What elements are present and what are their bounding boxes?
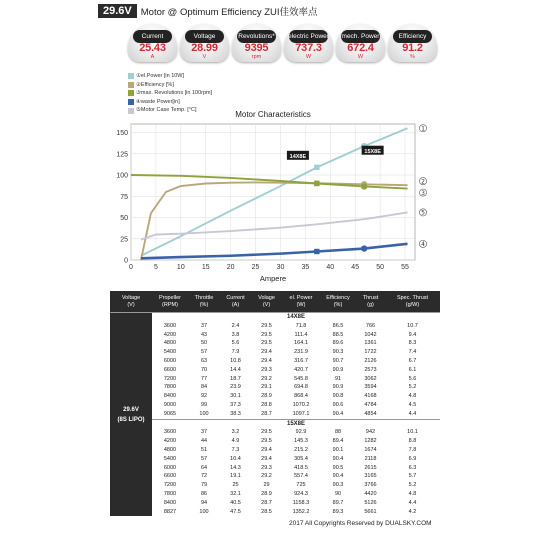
- gauge-value: 9395: [244, 42, 269, 54]
- table-cell: 9.4: [408, 331, 417, 338]
- table-cell: 29.5: [261, 429, 272, 436]
- table-cell: 1070.2: [292, 401, 310, 408]
- table-row: [110, 383, 440, 392]
- table-cell: 5.7: [408, 473, 417, 480]
- x-tick-label: 10: [176, 264, 185, 271]
- table-cell: 7.3: [231, 446, 240, 453]
- gauge-unit: W: [305, 54, 312, 60]
- table-cell: 4200: [163, 438, 177, 445]
- table-cell: 88.5: [332, 331, 344, 338]
- table-cell: 50: [200, 340, 208, 347]
- table-cell: 694.8: [294, 384, 308, 391]
- motor-characteristics-chart: [98, 106, 438, 289]
- table-row: [110, 339, 440, 348]
- table-cell: 3.2: [231, 429, 240, 436]
- copyright-text: 2017 All Copyrights Reserved by DUALSKY.COM: [289, 520, 432, 527]
- table-cell: 924.3: [294, 490, 308, 497]
- x-tick-label: 25: [251, 264, 260, 271]
- table-cell: 4800: [163, 340, 177, 347]
- table-cell: 5400: [163, 349, 177, 356]
- table-cell: 29.3: [261, 464, 272, 471]
- chart-title: Motor Characteristics: [235, 110, 311, 119]
- column-header: Thrust (g): [356, 291, 385, 313]
- table-cell: 8827: [163, 508, 177, 515]
- table-cell: 77: [200, 375, 208, 382]
- table-cell: 72: [200, 473, 208, 480]
- gauge-label: Voltage: [185, 30, 224, 43]
- table-cell: 18.7: [230, 375, 241, 382]
- table-row: [110, 357, 440, 366]
- table-cell: 111.4: [294, 331, 308, 338]
- table-cell: 3062: [364, 375, 377, 382]
- table-cell: 44: [200, 438, 208, 445]
- table-cell: 2573: [364, 366, 377, 373]
- data-marker-14x8e: [314, 165, 319, 170]
- column-header: Voltage (V): [110, 291, 152, 313]
- table-cell: 14.4: [230, 366, 241, 373]
- table-cell: 90.9: [332, 384, 344, 391]
- table-cell: 231.9: [294, 349, 308, 356]
- series-end-label: 2: [421, 178, 425, 186]
- gauge-label: Current: [133, 30, 172, 43]
- table-cell: 100: [199, 508, 209, 515]
- table-cell: 4.2: [408, 508, 417, 515]
- table-row: [110, 437, 440, 446]
- table-row: [110, 322, 440, 331]
- table-cell: 6600: [163, 366, 177, 373]
- gauge-unit: V: [202, 54, 207, 60]
- gauge-revolutions: [232, 24, 281, 62]
- data-marker-14x8e: [314, 249, 319, 254]
- table-cell: 51: [200, 446, 208, 453]
- table-cell: 14.3: [230, 464, 241, 471]
- table-cell: 7200: [163, 375, 177, 382]
- table-cell: 92: [200, 393, 208, 400]
- table-cell: 90.4: [332, 410, 344, 417]
- gauge-label: Efficiency: [393, 30, 432, 43]
- table-cell: 4420: [364, 490, 377, 497]
- table-cell: 90.8: [332, 393, 344, 400]
- table-cell: 29.4: [261, 349, 272, 356]
- table-header-row: [110, 291, 440, 313]
- table-cell: 5.6: [408, 375, 417, 382]
- table-cell: 7200: [163, 482, 177, 489]
- table-cell: 90.5: [332, 464, 344, 471]
- table-cell: 90: [334, 490, 342, 497]
- table-cell: 5126: [364, 499, 377, 506]
- table-cell: 89.7: [332, 499, 344, 506]
- legend-swatch: [128, 73, 134, 79]
- legend-label: ③max. Revolutions [in 100rpm]: [136, 90, 213, 97]
- column-header: Propeller (RPM): [152, 291, 188, 313]
- voltage-badge: 29.6V: [98, 4, 137, 18]
- table-row: [110, 446, 440, 455]
- table-cell: 29.3: [261, 366, 272, 373]
- header-title: Motor @ Optimum Efficiency ZUI佳效率点: [140, 7, 318, 18]
- table-cell: 37.3: [230, 401, 241, 408]
- table-cell: 8400: [163, 393, 177, 400]
- legend-swatch: [128, 82, 134, 88]
- table-cell: 4.8: [408, 490, 417, 497]
- y-tick-label: 25: [120, 236, 128, 244]
- table-cell: 3.8: [231, 331, 240, 338]
- legend-item: [128, 72, 212, 81]
- table-cell: 70: [200, 366, 208, 373]
- y-tick-label: 125: [116, 151, 128, 159]
- column-header: Spec. Thrust (g/W): [385, 291, 440, 313]
- table-cell: 9065: [163, 410, 177, 417]
- x-tick-label: 15: [201, 264, 210, 271]
- table-cell: 10.4: [230, 455, 241, 462]
- propeller-label: 15X8E: [152, 419, 440, 428]
- gauge-unit: A: [150, 54, 155, 60]
- table-row: [110, 348, 440, 357]
- table-cell: 90.3: [332, 349, 344, 356]
- table-cell: 91: [334, 375, 342, 382]
- table-row: [110, 481, 440, 490]
- table-cell: 86.5: [332, 322, 344, 329]
- data-marker-14x8e: [314, 181, 319, 186]
- table-cell: 64: [200, 464, 208, 471]
- table-cell: 1282: [364, 438, 377, 445]
- table-cell: 1352.2: [292, 508, 310, 515]
- column-header: Volage (V): [251, 291, 282, 313]
- table-row: [110, 410, 440, 419]
- table-cell: 6000: [163, 357, 177, 364]
- table-cell: 3600: [163, 429, 177, 436]
- table-cell: 63: [200, 357, 208, 364]
- table-row: [110, 375, 440, 384]
- table-cell: 4784: [364, 401, 377, 408]
- propeller-group-row: [110, 419, 440, 428]
- gauge-unit: W: [357, 54, 364, 60]
- y-tick-label: 75: [120, 193, 128, 201]
- table-cell: 29.4: [261, 455, 272, 462]
- gauge-efficiency: [388, 24, 437, 62]
- table-cell: 88: [334, 429, 342, 436]
- y-tick-label: 50: [120, 215, 128, 222]
- table-cell: 29.4: [261, 446, 272, 453]
- y-tick-label: 100: [116, 172, 128, 180]
- table-cell: 4.9: [231, 438, 240, 445]
- table-body: [110, 313, 440, 517]
- table-cell: 305.4: [294, 455, 308, 462]
- table-cell: 90.3: [332, 482, 344, 489]
- table-cell: 2.4: [231, 322, 240, 329]
- table-cell: 2118: [364, 455, 377, 462]
- table-cell: 40.5: [230, 499, 241, 506]
- table-row: [110, 508, 440, 517]
- table-cell: 8400: [163, 499, 177, 506]
- table-row: [110, 428, 440, 437]
- table-cell: 7.8: [408, 446, 417, 453]
- table-cell: 7.4: [408, 349, 417, 356]
- table-cell: 19.1: [230, 473, 241, 480]
- performance-table: [110, 291, 440, 516]
- gauge-electric-power: [284, 24, 333, 62]
- table-cell: 6.1: [408, 366, 417, 373]
- table-cell: 3766: [364, 482, 377, 489]
- propeller-group-row: [110, 313, 440, 322]
- table-cell: 4200: [163, 331, 177, 338]
- table-cell: 1158.3: [292, 499, 310, 506]
- table-cell: 86: [200, 490, 208, 497]
- table-cell: 29.5: [261, 322, 272, 329]
- table-cell: 145.3: [294, 438, 308, 445]
- table-cell: 5.2: [408, 384, 417, 391]
- table-cell: 868.4: [294, 393, 308, 400]
- table-cell: 90.6: [332, 401, 344, 408]
- table-cell: 90.9: [332, 366, 344, 373]
- series-end-label: 1: [421, 125, 425, 133]
- table-cell: 4.8: [408, 393, 417, 400]
- table-cell: 89.4: [332, 438, 344, 445]
- table-cell: 32.1: [230, 490, 241, 497]
- header: [98, 4, 318, 18]
- data-marker-15x8e: [361, 245, 367, 251]
- table-cell: 71.8: [295, 322, 307, 329]
- voltage-cell: 29.6V (8S LIPO): [110, 313, 152, 517]
- x-tick-label: 40: [326, 264, 335, 271]
- table-row: [110, 331, 440, 340]
- performance-table-wrap: [110, 291, 440, 516]
- series-end-label: 4: [421, 241, 425, 249]
- table-cell: 1097.1: [292, 410, 310, 417]
- table-cell: 28.9: [261, 490, 272, 497]
- x-axis-label: Ampere: [259, 274, 287, 283]
- table-cell: 29.2: [261, 375, 272, 382]
- table-cell: 725: [296, 482, 306, 489]
- table-cell: 316.7: [294, 357, 308, 364]
- legend-label: ②Efficiency [%]: [136, 81, 174, 88]
- table-cell: 29.5: [261, 438, 272, 445]
- table-cell: 29.5: [261, 331, 272, 338]
- table-cell: 25: [232, 482, 239, 489]
- table-cell: 23.9: [230, 384, 241, 391]
- table-cell: 2615: [364, 464, 377, 471]
- gauge-value: 737.3: [295, 42, 322, 54]
- table-cell: 215.2: [294, 446, 308, 453]
- x-tick-label: 0: [129, 264, 133, 271]
- table-cell: 5400: [163, 455, 177, 462]
- legend-item: [128, 81, 212, 90]
- gauge-unit: %: [410, 54, 415, 60]
- column-header: Efficiency (%): [320, 291, 356, 313]
- x-tick-label: 50: [376, 264, 385, 271]
- series-end-label: 3: [421, 189, 425, 197]
- table-cell: 37: [200, 322, 208, 329]
- table-cell: 4.4: [408, 410, 417, 417]
- legend-swatch: [128, 99, 134, 105]
- table-cell: 4.5: [408, 401, 417, 408]
- gauge-label: mech. Power: [341, 30, 380, 43]
- table-cell: 7800: [163, 490, 177, 497]
- table-cell: 100: [199, 410, 209, 417]
- gauge-value: 25.43: [139, 42, 166, 54]
- table-cell: 29.5: [261, 340, 272, 347]
- table-cell: 2126: [364, 357, 377, 364]
- gauge-mech-power: [336, 24, 385, 62]
- gauge-value: 28.99: [191, 42, 218, 54]
- table-row: [110, 490, 440, 499]
- table-cell: 29: [263, 482, 270, 489]
- table-cell: 29.1: [261, 384, 272, 391]
- propeller-label: 14X8E: [152, 313, 440, 322]
- table-cell: 94: [200, 499, 208, 506]
- table-cell: 6.7: [408, 357, 417, 364]
- table-cell: 90.4: [332, 473, 344, 480]
- table-cell: 545.8: [294, 375, 308, 382]
- table-cell: 4168: [364, 393, 377, 400]
- table-cell: 6600: [163, 473, 177, 480]
- table-cell: 37: [200, 429, 208, 436]
- table-cell: 29.4: [261, 357, 272, 364]
- gauge-label: electric Power: [289, 30, 328, 43]
- annotation-label: 15X8E: [364, 148, 381, 155]
- table-cell: 47.5: [230, 508, 241, 515]
- table-cell: 90.1: [332, 446, 344, 453]
- gauge-current: [128, 24, 177, 62]
- table-cell: 1042: [364, 331, 377, 338]
- table-cell: 1722: [364, 349, 377, 356]
- table-cell: 4.4: [408, 499, 417, 506]
- table-cell: 84: [200, 384, 208, 391]
- table-row: [110, 472, 440, 481]
- table-cell: 89.6: [332, 340, 344, 347]
- x-tick-label: 45: [351, 264, 360, 271]
- table-cell: 766: [365, 322, 376, 329]
- y-tick-label: 150: [116, 130, 128, 137]
- table-row: [110, 464, 440, 473]
- table-cell: 420.7: [294, 366, 308, 373]
- table-cell: 1674: [364, 446, 377, 453]
- table-cell: 7800: [163, 384, 177, 391]
- table-cell: 43: [200, 331, 208, 338]
- table-cell: 418.5: [294, 464, 308, 471]
- table-cell: 6.9: [408, 455, 417, 462]
- table-row: [110, 499, 440, 508]
- table-cell: 942: [365, 429, 376, 436]
- table-cell: 5.6: [231, 340, 240, 347]
- table-cell: 92.9: [295, 429, 307, 436]
- table-cell: 10.8: [230, 357, 241, 364]
- annotation-label: 14X8E: [289, 153, 307, 160]
- table-row: [110, 401, 440, 410]
- gauge-unit: rpm: [251, 54, 262, 60]
- table-cell: 79: [200, 482, 208, 489]
- gauge-row: [128, 24, 437, 62]
- legend-swatch: [128, 90, 134, 96]
- table-cell: 30.1: [230, 393, 241, 400]
- gauge-value: 672.4: [347, 42, 374, 54]
- table-cell: 3594: [364, 384, 377, 391]
- table-cell: 164.1: [294, 340, 308, 347]
- table-cell: 5.2: [408, 482, 417, 489]
- table-cell: 90.4: [332, 455, 344, 462]
- table-cell: 28.7: [261, 499, 272, 506]
- table-cell: 89.3: [332, 508, 344, 515]
- legend-label: ④waste Power[in]: [136, 98, 180, 105]
- table-cell: 5661: [364, 508, 377, 515]
- table-cell: 10.1: [407, 429, 418, 436]
- table-cell: 29.2: [261, 473, 272, 480]
- table-cell: 90.7: [332, 357, 344, 364]
- y-tick-label: 0: [124, 257, 128, 265]
- table-cell: 99: [200, 401, 208, 408]
- data-marker-15x8e: [361, 183, 367, 189]
- table-cell: 8.8: [408, 438, 417, 445]
- table-row: [110, 455, 440, 464]
- column-header: Throttle (%): [188, 291, 220, 313]
- table-cell: 57: [200, 349, 208, 356]
- table-cell: 6000: [163, 464, 177, 471]
- table-cell: 38.3: [230, 410, 241, 417]
- table-cell: 1361: [364, 340, 377, 347]
- legend-label: ①el.Power [in 10W]: [136, 73, 185, 79]
- column-header: el. Power (W): [282, 291, 320, 313]
- x-tick-label: 5: [153, 264, 158, 271]
- x-tick-label: 35: [301, 264, 310, 271]
- table-cell: 28.9: [261, 393, 272, 400]
- gauge-label: Revolutions*: [237, 30, 276, 43]
- x-tick-label: 20: [226, 264, 235, 271]
- table-cell: 4854: [364, 410, 377, 417]
- gauge-voltage: [180, 24, 229, 62]
- table-cell: 6.3: [408, 464, 417, 471]
- gauge-value: 91.2: [402, 42, 423, 54]
- legend-label: ⑤Motor Case Temp. [°C]: [136, 107, 197, 114]
- table-cell: 3600: [163, 322, 177, 329]
- table-cell: 4800: [163, 446, 177, 453]
- table-cell: 28.7: [261, 410, 272, 417]
- table-cell: 8.3: [408, 340, 417, 347]
- legend-item: [128, 89, 212, 98]
- table-cell: 28.8: [261, 401, 272, 408]
- x-tick-label: 30: [276, 264, 285, 271]
- series-end-label: 5: [421, 209, 425, 217]
- x-tick-label: 55: [401, 264, 409, 271]
- table-row: [110, 366, 440, 375]
- table-cell: 7.9: [231, 349, 240, 356]
- column-header: Current (A): [220, 291, 251, 313]
- table-row: [110, 392, 440, 401]
- table-cell: 3165: [364, 473, 377, 480]
- table-cell: 57: [200, 455, 208, 462]
- table-cell: 9000: [163, 401, 177, 408]
- table-cell: 28.5: [261, 508, 272, 515]
- table-cell: 557.4: [294, 473, 308, 480]
- table-cell: 10.7: [407, 322, 418, 329]
